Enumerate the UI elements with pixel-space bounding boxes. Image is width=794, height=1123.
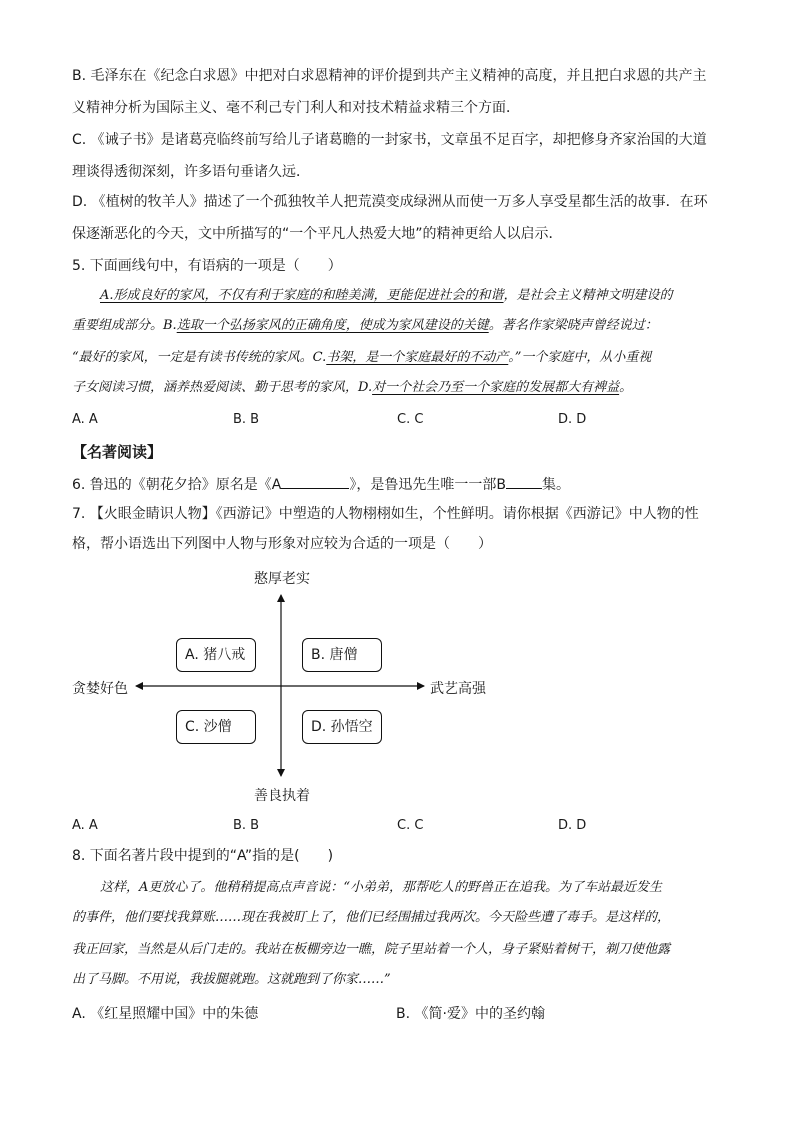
q6-text: 集。 [542, 477, 570, 493]
axis-label-top: 憨厚老实 [254, 571, 310, 587]
q4-option-d-line2: 保逐渐恶化的今天，文中所描写的“一个平凡人热爱大地”的精神更给人以启示． [72, 226, 563, 242]
q7-option-a[interactable]: A. A [72, 818, 98, 833]
q5-text: 。著名作家梁晓声曾经说过： [488, 318, 658, 333]
q8-passage-line1: 这样，A更放心了。他稍稍提高点声音说：“小弟弟，那帮吃人的野兽正在追我。为了车站最近发生 [100, 880, 663, 895]
q7-line2: 格，帮小语选出下列图中人物与形象对应较为合适的一项是（ ） [72, 536, 492, 552]
q5-option-a[interactable]: A. A [72, 412, 98, 427]
q6-text: 》，是鲁迅先生唯一一部B [349, 477, 506, 493]
q5-underline-a: A.形成良好的家风，不仅有利于家庭的和睦美满，更能促进社会的和谐 [100, 288, 504, 303]
q5-option-c[interactable]: C. C [397, 412, 424, 427]
q4-option-b-line1: B. 毛泽东在《纪念白求恩》中把对白求恩精神的评价提到共产主义精神的高度，并且把白求恩的共产主 [72, 68, 707, 84]
q5-text: 。 [619, 380, 633, 395]
q4-option-c-line2: 理谈得透彻深刻，许多语句垂诸久远． [72, 164, 310, 180]
q4-option-b-line2: 义精神分析为国际主义、毫不利己专门利人和对技术精益求精三个方面． [72, 100, 520, 116]
q5-text: 子女阅读习惯，涵养热爱阅读、勤于思考的家风，D. [72, 380, 373, 395]
q7-option-c[interactable]: C. C [397, 818, 424, 833]
q8-stem: 8. 下面名著片段中提到的“A”指的是( ) [72, 848, 334, 864]
q5-option-b[interactable]: B. B [233, 412, 260, 427]
q4-option-c-line1: C. 《诫子书》是诸葛亮临终前写给儿子诸葛瞻的一封家书，文章虽不足百字，却把修身齐家治国的大道 [72, 132, 707, 148]
q7-line1: 7. 【火眼金睛识人物】《西游记》中塑造的人物栩栩如生，个性鲜明。请你根据《西游记》中人物的性 [72, 506, 699, 522]
box-d-sunwukong: D. 孙悟空 [302, 710, 382, 744]
q8-option-b[interactable]: B. 《简·爱》中的圣约翰 [396, 1006, 545, 1022]
q8-passage-line4: 出了马脚。不用说，我拔腿就跑。这就跑到了你家……” [72, 972, 391, 987]
axis-label-left: 贪婪好色 [72, 681, 128, 697]
q4-option-d-line1: D. 《植树的牧羊人》描述了一个孤独牧羊人把荒漠变成绿洲从而使一万多人享受星都生活的故事．在环 [72, 194, 708, 210]
q5-underline-c: 书架，是一个家庭最好的不动产 [326, 350, 509, 365]
q5-underline-d: 对一个社会乃至一个家庭的发展都大有裨益 [372, 380, 620, 395]
box-a-zhubajie: A. 猪八戒 [176, 638, 256, 672]
axis-label-bottom: 善良执着 [254, 788, 310, 804]
q8-passage-line2: 的事件，他们要找我算账……现在我被盯上了，他们已经围捕过我两次。今天险些遭了毒手。是这样的， [72, 910, 671, 925]
q5-text: “最好的家风，一定是有读书传统的家风。C. [72, 350, 327, 365]
box-c-shaseng: C. 沙僧 [176, 710, 256, 744]
q5-text: 重要组成部分。B. [72, 318, 177, 333]
q8-passage-line3: 我正回家，当然是从后门走的。我站在板棚旁边一瞧，院子里站着一个人，身子紧贴着树干，剃刀使他露 [72, 942, 671, 957]
q8-option-a[interactable]: A. 《红星照耀中国》中的朱德 [72, 1006, 259, 1022]
q5-text: ，是社会主义精神文明建设的 [503, 288, 673, 303]
q7-option-b[interactable]: B. B [233, 818, 260, 833]
q5-stem: 5. 下面画线句中，有语病的一项是（ ） [72, 258, 342, 274]
q6-text: 6. 鲁迅的《朝花夕拾》原名是《A [72, 477, 282, 493]
box-b-tangseng: B. 唐僧 [302, 638, 382, 672]
q5-text: 。”一个家庭中，从小重视 [508, 350, 652, 365]
q5-underline-b: 选取一个弘扬家风的正确角度，使成为家风建设的关键 [176, 318, 489, 333]
axis-label-right: 武艺高强 [430, 681, 486, 697]
q7-option-d[interactable]: D. D [558, 818, 587, 833]
q5-option-d[interactable]: D. D [558, 412, 587, 427]
section-title: 【名著阅读】 [72, 443, 163, 461]
